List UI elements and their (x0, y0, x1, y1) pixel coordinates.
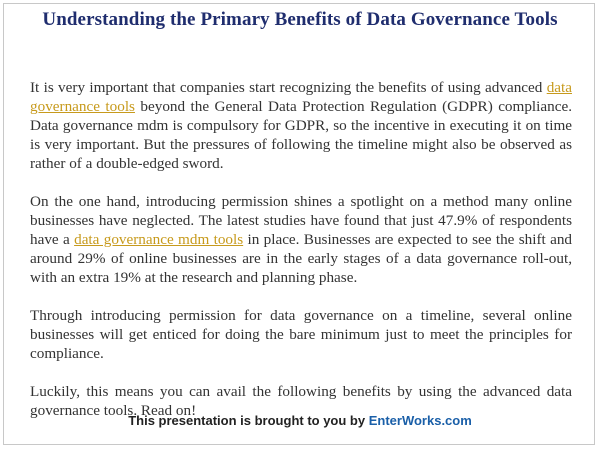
page-title: Understanding the Primary Benefits of Data Governance Tools (42, 9, 558, 30)
paragraph-1 (30, 78, 572, 173)
presentation-credit (0, 413, 600, 428)
slide-body (30, 78, 572, 439)
paragraph-2-text-end: in place. Businesses are expected to see the shift and around 29% of online businesses are in the early stages of a data governance roll-out, with an extra 19% at the research and planning phase. (30, 231, 573, 286)
paragraph-1-text-end: beyond the General Data Protection Regulation (GDPR) compliance. Data governance mdm is compulsory for GDPR, so the incentive in executing it on time is very important. But the pressures of following the timeline might also be observed as rather of a double-edged sword. (30, 98, 572, 172)
data-governance-mdm-tools-link[interactable]: data governance mdm tools (74, 231, 244, 248)
enterworks-link[interactable]: EnterWorks.com (368, 413, 472, 428)
paragraph-1-text-start: It is very important that companies start recognizing the benefits of using advanced (30, 79, 547, 96)
paragraph-2-text-start: On the one hand, introducing permission shines a spotlight on a method many online businesses have neglected. The latest studies have found that just 47.9% of respondents have a (30, 193, 572, 248)
paragraph-2 (30, 192, 572, 287)
paragraph-4: Luckily, this means you can avail the following benefits by using the advanced data governance tools. Read on! (30, 383, 572, 419)
data-governance-tools-link[interactable]: data governance tools (30, 79, 572, 115)
credit-text: This presentation is brought to you by (128, 413, 369, 428)
paragraph-3: Through introducing permission for data governance on a timeline, several online businesses will get enticed for doing the bare minimum just to meet the principles for compliance. (30, 307, 572, 362)
